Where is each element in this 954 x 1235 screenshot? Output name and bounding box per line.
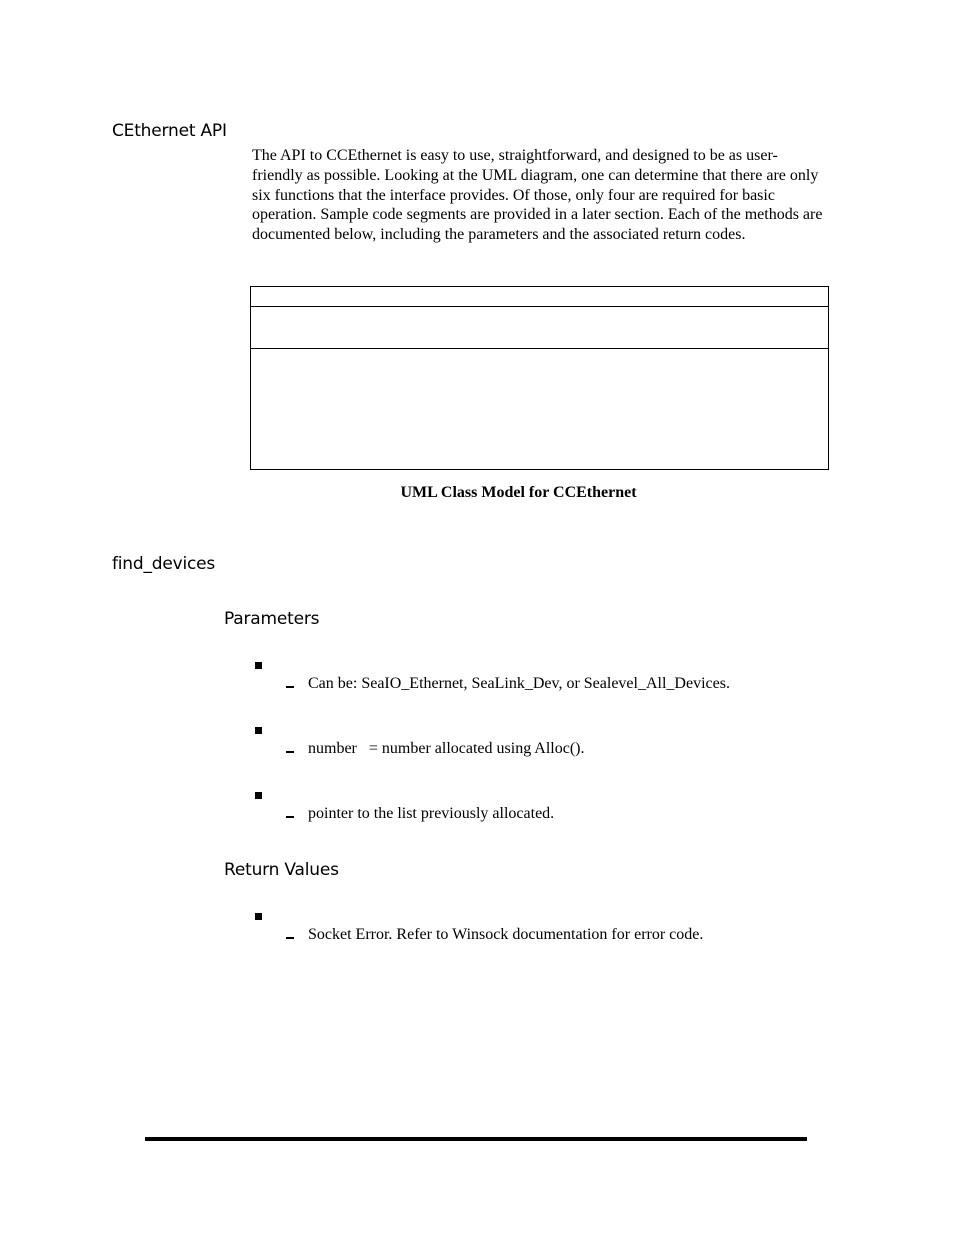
footer-rule bbox=[145, 1137, 807, 1141]
return-values-heading: Return Values bbox=[224, 860, 339, 880]
uml-class-name-compartment bbox=[251, 287, 828, 307]
function-heading: find_devices bbox=[112, 554, 216, 574]
parameter-description: Can be: SeaIO_Ethernet, SeaLink_Dev, or Sealevel_All_Devices. bbox=[308, 675, 730, 692]
parameters-heading: Parameters bbox=[224, 609, 320, 629]
bullet-icon bbox=[255, 913, 262, 920]
dash-icon bbox=[286, 686, 294, 688]
dash-icon bbox=[286, 751, 294, 753]
parameter-description: number = number allocated using Alloc(). bbox=[308, 740, 585, 757]
dash-icon bbox=[286, 816, 294, 818]
parameter-description: pointer to the list previously allocated. bbox=[308, 805, 555, 822]
return-value-description: Socket Error. Refer to Winsock documentation for error code. bbox=[308, 926, 704, 943]
section-heading: CEthernet API bbox=[112, 121, 227, 141]
uml-class-diagram bbox=[250, 286, 829, 470]
bullet-icon bbox=[255, 727, 262, 734]
bullet-icon bbox=[255, 662, 262, 669]
bullet-icon bbox=[255, 792, 262, 799]
dash-icon bbox=[286, 937, 294, 939]
uml-attributes-compartment bbox=[251, 307, 828, 349]
intro-paragraph: The API to CCEthernet is easy to use, straightforward, and designed to be as user-friendly as possible. Looking at the UML diagram, one can determine that there are only six functions that the interface provides. Of those, only four are required for basic operation. Sample code segments are provided in a later section. Each of the methods are documented below, including the parameters and the associated return codes. bbox=[252, 147, 823, 244]
figure-caption: UML Class Model for CCEthernet bbox=[400, 484, 637, 501]
